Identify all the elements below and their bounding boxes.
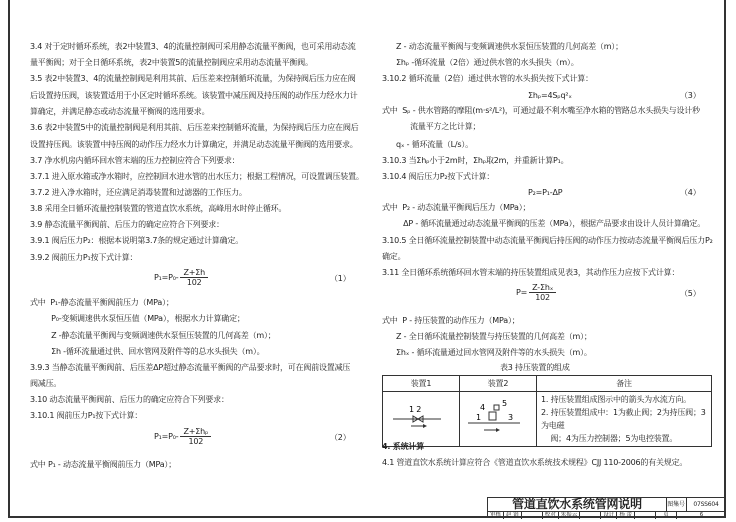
equation-4: P₂=P₁-ΔP [528,188,563,197]
text-line: 式中 P - 持压装置的动作压力（MPa）； [382,316,520,325]
text-line: 3.7.2 进入净水箱时，还应满足消毒装置和过滤器的工作压力。 [30,188,247,197]
table-note: 阀；4为压力控制器；5为电控装置。 [541,434,678,443]
device-label: 4 [480,403,485,412]
text-line: 3.9 静态流量平衡阀前、后压力的确定应符合下列要求： [30,220,224,229]
text-line: Z -静态流量平衡阀与变频调速供水泵恒压装置的几何高差（m）； [30,331,276,340]
text-line: 3.7.1 进入原水箱或净水箱时，应控制回水进水管的出水压力；根据工程情况，可设置调压装置。 [30,172,364,181]
equation-1 [154,268,208,287]
equation-number: （5） [680,289,701,298]
eq-lhs: P₁=P₀- [154,432,179,441]
signature [522,512,543,519]
device-2-diagram [460,392,537,447]
text-line: 3.9.3 当静态流量平衡阀前、后压差ΔP超过静态流量平衡阀的产品要求时，可在阀前设置减压 [30,363,351,372]
signature [635,512,656,519]
text-line: qₓ - 循环流量（L/s）。 [382,140,473,149]
eq-numerator: Z+Σhₚ [180,427,211,437]
text-line: 3.10.4 阀后压力P₂按下式计算： [382,172,495,181]
text-line: 3.7 净水机房内循环回水管末端的压力控制应符合下列要求： [30,156,240,165]
device-labels: 1 2 [409,405,422,414]
check-label: 校对 [543,512,559,519]
text-line: 3.10 动态流量平衡阀前、后压力的确定应符合下列要求： [30,395,229,404]
drawing-title: 管道直饮水系统管网说明 [488,498,667,511]
eq-lhs: P₁=P₀- [154,273,179,282]
text-line: 式中 P₁ - 动态流量平衡阀前压力（MPa）； [30,460,177,469]
table-header: 装置2 [460,376,537,392]
text-line: Z - 动态流量平衡阀与变频调速供水泵恒压装置的几何高差（m）； [382,42,623,51]
device-label: 5 [502,399,507,408]
text-line: 3.8 采用全日循环流量控制装置的管道直饮水系统，高峰用水时停止循环。 [30,204,287,213]
equation-3: Σhₚ=4Sₚq²ₓ [528,91,572,100]
device-label: 3 [508,413,513,422]
frame-right [724,0,726,518]
text-line: 3.10.1 阀前压力P₁按下式计算： [30,411,143,420]
text-line: Σh -循环流量通过供、回水管网及附件等的总水头损失（m）。 [30,347,265,356]
equation-number: （1） [330,274,351,283]
text-line: 确定。 [382,252,406,261]
table-note: 2. 持压装置组成中：1为截止阀；2为持压阀；3为电磁 [541,408,706,430]
equation-number: （4） [680,188,701,197]
eq-numerator: Z-Σhₓ [529,283,556,293]
equation-number: （3） [680,91,701,100]
eq-numerator: Z+Σh [180,268,208,278]
device-1-diagram [383,392,460,447]
text-line: 阀减压。 [30,379,62,388]
table-3 [382,375,712,447]
eq-denominator: 102 [188,437,204,446]
text-line: 后设置持压阀，该装置适用于小区定时循环系统。该装置中减压阀及持压阀的动作压力经水力计 [30,91,358,100]
review-label: 审核 [488,512,504,519]
text-line: 3.9.2 阀前压力P₁按下式计算： [30,253,138,262]
eq-denominator: 102 [535,293,550,302]
text-line: 3.5 表2中装置3、4的流量控制阀是利用其前、后压差来控制循环流量，为保持阀后压力应在阀 [30,74,356,83]
text-line: 3.10.3 当Σhₚ小于2m时，Σhₚ取2m，并重新计算P₁。 [382,156,569,165]
text-line: 3.11 全日循环系统循环回水管末端的持压装置组成见表3，其动作压力应按下式计算： [382,268,680,277]
text-line: 3.10.2 循环流量（2倍）通过供水管的水头损失按下式计算： [382,74,593,83]
page-number: 6 [699,512,704,518]
equation-2 [154,427,211,446]
text-line: 4.1 管道直饮水系统计算应符合《管道直饮水系统技术规程》CJJ 110-2006的有关规定。 [382,458,688,467]
text-line: 3.10.5 全日循环流量控制装置中动态流量平衡阀后持压阀的动作压力按动态流量平衡阀后压力P₂ [382,236,713,245]
signature [580,512,601,519]
checker-name: 朱振云 [559,512,581,519]
text-line: 式中 P₁-静态流量平衡阀前压力（MPa）； [30,298,174,307]
design-label: 设计 [601,512,617,519]
text-line: Σhₓ - 循环流量通过回水管网及附件等的水头损失（m）。 [382,348,592,357]
page-label: 页 [656,512,677,519]
table-header: 备注 [537,376,712,392]
reviewer-name: 赵 锴 [504,512,522,519]
table-title: 表3 持压装置的组成 [500,363,570,372]
text-line: 流量平方之比计算； [382,122,481,131]
title-block [487,497,726,518]
eq-denominator: 102 [186,278,202,287]
equation-number: （2） [330,433,351,442]
device-label: 1 [476,413,481,422]
table-header: 装置1 [383,376,460,392]
frame-left [8,0,10,518]
table-note: 1. 持压装置组成图示中的箭头为水流方向。 [541,395,691,404]
eq-lhs: P= [516,288,528,297]
atlas-number: 07SS604 [693,501,719,508]
text-line: 量平衡阀；对于全日循环系统，表2中装置5的流量控制阀应采用动态流量平衡阀。 [30,58,313,67]
text-line: 3.4 对于定时循环系统，表2中装置3、4的流量控制阀可采用静态流量平衡阀，也可采用动态流 [30,42,356,51]
text-line: 设置持压阀。该装置中持压阀的动作压力经水力计算确定，并满足动态流量平衡阀的选用要求。 [30,140,358,149]
text-line: 3.6 表2中装置5中的流量控制阀是利用其前、后压差来控制循环流量，为保持阀后压力应在阀后 [30,123,359,132]
designer-name: 杨 蕾 [617,512,635,519]
section-heading: 4. 系统计算 [382,442,424,451]
text-line: ΔP - 循环流量通过动态流量平衡阀的压差（MPa），根据产品要求由设计人员计算确定。 [382,219,706,228]
text-line: 3.9.1 阀后压力P₂：根据本说明第3.7条的规定通过计算确定。 [30,236,244,245]
text-line: Z - 全日循环流量控制装置与持压装置的几何高差（m）； [382,332,592,341]
signature-row [488,511,726,519]
atlas-label: 图集号 [666,498,687,511]
text-line: Σhₚ -循环流量（2倍）通过供水管的水头损失（m）。 [382,58,579,67]
equation-5 [516,283,556,302]
text-line: 式中 P₂ - 动态流量平衡阀后压力（MPa）； [382,203,531,212]
text-line: 式中 Sₚ - 供水管路的摩阻(m·s²/L²)，可通过最不利水嘴至净水箱的管路总水头损失与设计秒 [382,106,700,115]
text-line: P₀-变频调速供水泵恒压值（MPa），根据水力计算确定； [30,314,245,323]
text-line: 算确定，并满足静态或动态流量平衡阀的选用要求。 [30,107,210,116]
